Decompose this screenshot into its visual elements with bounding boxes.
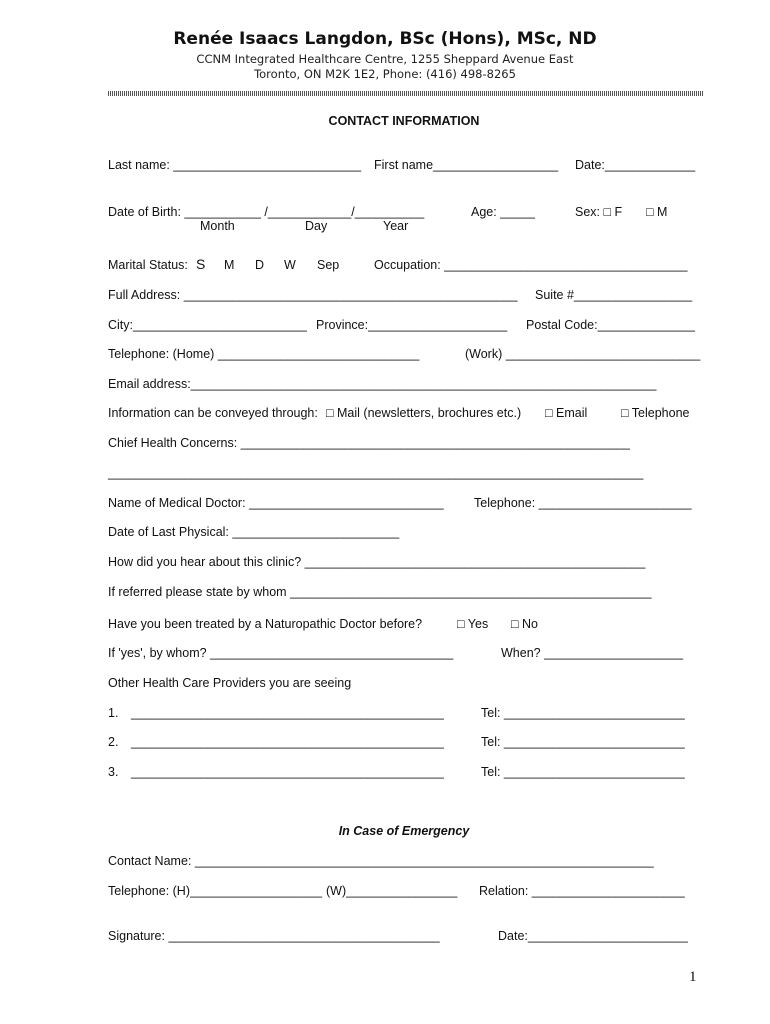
home-telephone-field[interactable]: Telephone: (Home) _____________________________: [108, 347, 420, 361]
provider-telephone-field[interactable]: Tel: __________________________: [481, 765, 685, 779]
practitioner-name: Renée Isaacs Langdon, BSc (Hons), MSc, ND: [173, 29, 597, 49]
marital-separated-option[interactable]: Sep: [317, 258, 340, 272]
provider-number: 2.: [108, 735, 119, 749]
province-field[interactable]: Province:____________________: [316, 318, 508, 332]
signature-date-field[interactable]: Date:_______________________: [498, 929, 688, 943]
clinic-address-line2: Toronto, ON M2K 1E2, Phone: (416) 498-8265: [254, 67, 516, 81]
postal-code-field[interactable]: Postal Code:______________: [526, 318, 695, 332]
marital-divorced-option[interactable]: D: [255, 258, 265, 272]
treated-no-checkbox[interactable]: □ No: [511, 617, 539, 631]
section-title: CONTACT INFORMATION: [328, 114, 480, 128]
treated-yes-checkbox[interactable]: □ Yes: [457, 617, 489, 631]
email-field[interactable]: Email address:___________________________________________________________________: [108, 377, 657, 391]
doctor-telephone-field[interactable]: Telephone: ______________________: [474, 496, 692, 510]
city-field[interactable]: City:_________________________: [108, 318, 307, 332]
sex-female-checkbox[interactable]: Sex: □ F: [575, 205, 623, 219]
provider-number: 1.: [108, 706, 119, 720]
provider-name-field[interactable]: _____________________________________________: [131, 735, 444, 749]
emergency-home-telephone-field[interactable]: Telephone: (H)___________________: [108, 884, 323, 898]
emergency-title: In Case of Emergency: [338, 824, 470, 838]
dob-month-label: Month: [200, 219, 235, 233]
occupation-field[interactable]: Occupation: ___________________________________: [374, 258, 688, 272]
chief-concerns-field[interactable]: Chief Health Concerns: ________________________________________________________: [108, 436, 631, 450]
age-field[interactable]: Age: _____: [471, 205, 535, 219]
marital-widowed-option[interactable]: W: [284, 258, 296, 272]
first-name-field[interactable]: First name__________________: [374, 158, 559, 172]
provider-number: 3.: [108, 765, 119, 779]
marital-status-label: Marital Status:: [108, 258, 188, 272]
provider-telephone-field[interactable]: Tel: __________________________: [481, 706, 685, 720]
dob-year-label: Year: [383, 219, 409, 233]
referred-by-field[interactable]: If referred please state by whom ____________________________________________________: [108, 585, 652, 599]
provider-name-field[interactable]: _____________________________________________: [131, 706, 444, 720]
hear-about-field[interactable]: How did you hear about this clinic? _________________________________________________: [108, 555, 646, 569]
medical-doctor-field[interactable]: Name of Medical Doctor: ____________________________: [108, 496, 444, 510]
sex-male-checkbox[interactable]: □ M: [646, 205, 668, 219]
conveyed-telephone-checkbox[interactable]: □ Telephone: [621, 406, 690, 420]
chief-concerns-line2[interactable]: _____________________________________________________________________________: [108, 466, 644, 480]
emergency-relation-field[interactable]: Relation: ______________________: [479, 884, 685, 898]
signature-field[interactable]: Signature: _______________________________________: [108, 929, 440, 943]
treated-by-whom-field[interactable]: If 'yes', by whom? ___________________________________: [108, 646, 454, 660]
work-telephone-field[interactable]: (Work) ____________________________: [465, 347, 701, 361]
last-physical-field[interactable]: Date of Last Physical: ________________________: [108, 525, 400, 539]
full-address-field[interactable]: Full Address: ________________________________________________: [108, 288, 518, 302]
conveyed-label: Information can be conveyed through:: [108, 406, 318, 420]
page-number: 1: [689, 969, 697, 985]
marital-single-option[interactable]: S: [196, 256, 206, 272]
last-name-field[interactable]: Last name: ___________________________: [108, 158, 362, 172]
emergency-contact-field[interactable]: Contact Name: __________________________________________________________________: [108, 854, 654, 868]
provider-name-field[interactable]: _____________________________________________: [131, 765, 444, 779]
suite-field[interactable]: Suite #_________________: [535, 288, 693, 302]
treated-before-label: Have you been treated by a Naturopathic Doctor before?: [108, 617, 423, 631]
clinic-address-line1: CCNM Integrated Healthcare Centre, 1255 Sheppard Avenue East: [196, 52, 574, 66]
other-providers-label: Other Health Care Providers you are seeing: [108, 676, 352, 690]
conveyed-mail-checkbox[interactable]: □ Mail (newsletters, brochures etc.): [326, 406, 522, 420]
date-field[interactable]: Date:_____________: [575, 158, 696, 172]
treated-when-field[interactable]: When? ____________________: [501, 646, 684, 660]
emergency-work-telephone-field[interactable]: (W)________________: [326, 884, 458, 898]
dob-day-label: Day: [305, 219, 328, 233]
marital-married-option[interactable]: M: [224, 258, 235, 272]
provider-telephone-field[interactable]: Tel: __________________________: [481, 735, 685, 749]
conveyed-email-checkbox[interactable]: □ Email: [545, 406, 588, 420]
dob-field[interactable]: Date of Birth: ___________ /____________/__________: [108, 205, 425, 219]
header-divider: [108, 91, 704, 96]
